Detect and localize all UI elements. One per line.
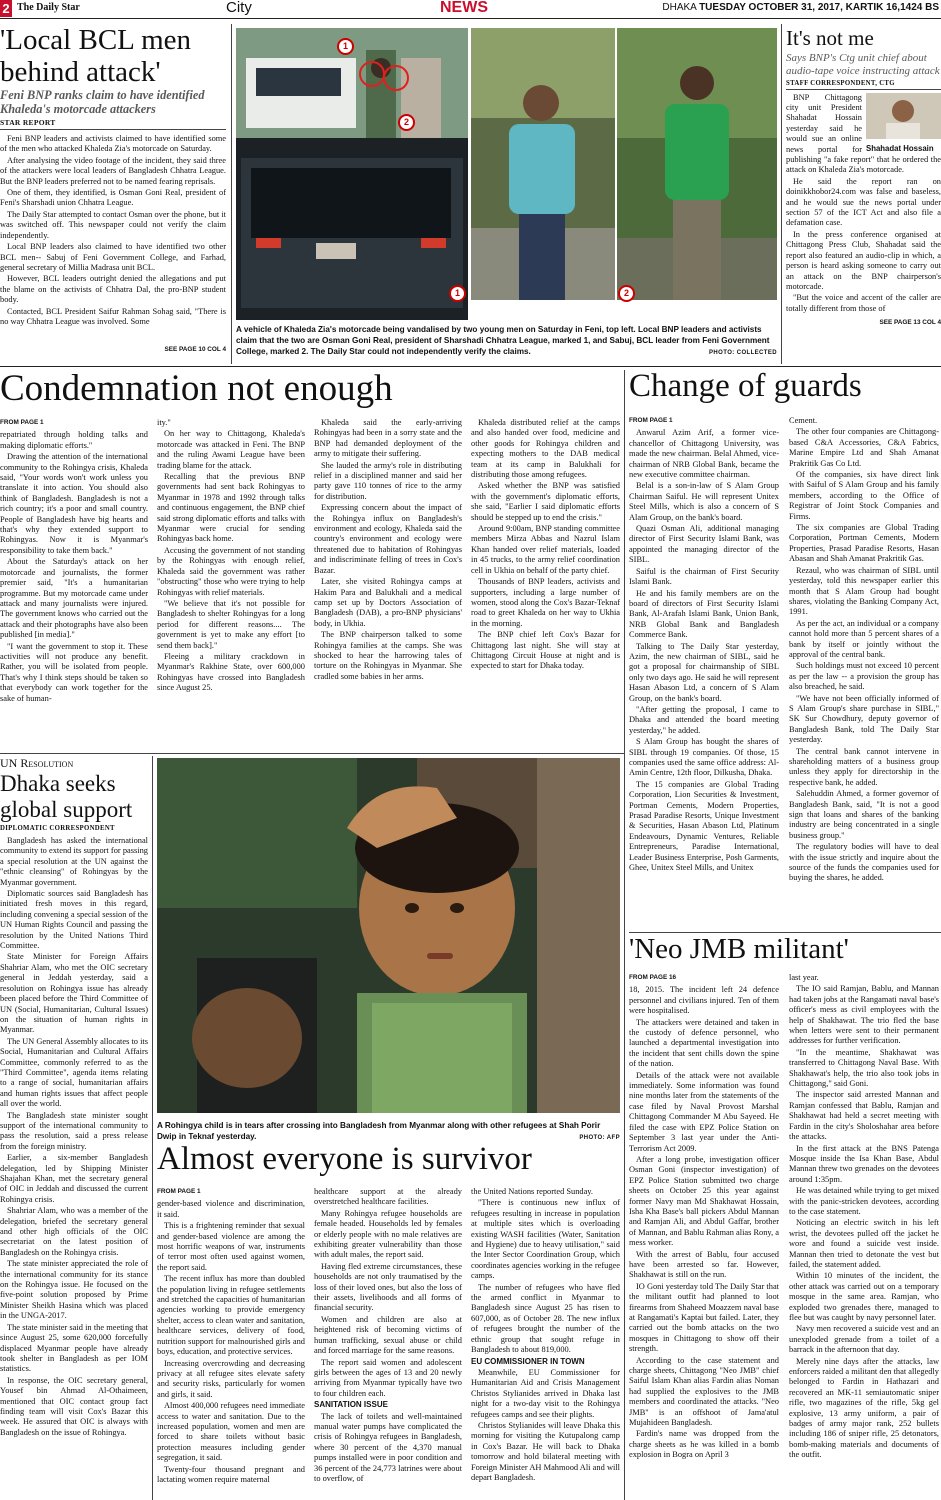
paragraph: He was detained while trying to get mixed with the panic-stricken devotees, according to the case statement. xyxy=(789,1186,939,1216)
from-page: FROM PAGE 1 xyxy=(157,1188,201,1195)
mugshot-photo xyxy=(866,93,941,139)
paragraph: "I want the government to stop it. These activities will not produce any benefit. Rather, you will be isolated from people. That's why I think steps should be taken so that everybody can work together for the sake of human- xyxy=(0,641,148,703)
paragraph: Of the companies, six have direct link with Saiful of S Alam Group and his family members, according to the Office of Registrar of Joint Stock Companies and Firms. xyxy=(789,470,939,521)
marker-1: 1 xyxy=(449,285,466,302)
paragraph: "There is continuous new influx of refugees resulting in increase in population at multiple sites which is overloading existing WASH facilities (Water, Sanitation and Hygiene) due to heavy utilisation," said the Inter Sector Coordination Group, which coordinates agencies working in the refugee camps. xyxy=(471,1198,620,1281)
paragraph: The lack of toilets and well-maintained manual water pumps have complicated the crisis of Rohingya refugees in Bangladesh, where 30 percent of the 4,370 manual pumps installed were in poor condition and 36 percent of the 24,773 latrines were about to overflow, of xyxy=(314,1411,462,1483)
caption-text: A Rohingya child is in tears after crossing into Bangladesh from Myanmar along with other refugees at Shah Porir Dwip in Teknaf yesterday. xyxy=(157,1121,601,1141)
paragraph: The attackers were detained and taken in the custody of defence personnel, who launched a departmental investigation into the incident that sent chills down the spine of the nation. xyxy=(629,1017,779,1069)
paragraph: Diplomatic sources said Bangladesh has initiated fresh moves in this regard, including convening a special session of the UN Human Rights Council and passing the resolution by the United Nations Third Committee. xyxy=(0,889,148,951)
child-photo-block xyxy=(157,758,620,1143)
paragraph: Accusing the government of not standing by the Rohingyas with enough relief, Khaleda said the government was rather "obstructing" those who were trying to help Rohingyas with relief materials. xyxy=(157,545,305,597)
paragraph: The state minister said in the meeting that since August 25, some 620,000 forcefully displaced Myanmar people have already took shelter in Bangladesh as per IOM statistics. xyxy=(0,1322,148,1374)
dateline-date: TUESDAY OCTOBER 31, 2017, KARTIK 16,1424 BS xyxy=(699,2,939,13)
child-photo-caption xyxy=(157,1120,620,1142)
paragraph: S Alam Group has bought the shares of SIBL through 19 companies. Of those, 15 companies used the same office address: Al-Amin Centre, 12th floor, Dilkusha, Dhaka. xyxy=(629,737,779,778)
paragraph: In the press conference organised at Chittagong Press Club, Shahadat said the report also featured an audio-clip in which, a person is heard asking someone to carry out an attack on the BNP chairperson's motorcade. xyxy=(786,229,941,291)
paragraph: He and his family members are on the board of directors of First Security Islami Bank, Al-Arafah Islami Bank, Union Bank, NRB Global Bank and Bangladesh Commerce Bank. xyxy=(629,588,779,640)
paragraph: She lauded the army's role in distributing relief in a disciplined manner and said her party gave 110 tonnes of rice to the army for distribution. xyxy=(314,460,462,501)
condemnation-col-1 xyxy=(0,418,148,748)
paragraph: "We believe that it's not possible for Bangladesh to shelter Rohingyas for a long period for different reasons.... The government is yet to make any effort [to send them back]." xyxy=(157,598,305,650)
paragraph: Shahriar Alam, who was a member of the delegation, briefed the secretary general and other high officials of the OIC secretariat on the latest position of Bangladesh on the Rohingya crisis. xyxy=(0,1206,148,1257)
paragraph: The BNP chairperson talked to some Rohingya families at the camps. She was shocked to hear the harrowing tales of torture on the Rohingyas in Myanmar. She cradled some babies in her arms. xyxy=(314,630,462,681)
paragraph: Drawing the attention of the international community to the Rohingya crisis, Khaleda said, "Your words won't work unless you translate it into action. You should also think of Bangladesh. Bangladesh is not a rich country; it's a poor and small country. People of Bangladesh have big hearts and that's why they extended support to Rohingyas. Now it is Myanmar's responsibility to take them back." xyxy=(0,452,148,555)
section-label: City xyxy=(226,0,252,16)
paragraph: Bangladesh has asked the international community to extend its support for passing a special resolution at the UN against the "ethnic cleansing" of Rohingyas by the Myanmar government. xyxy=(0,836,148,887)
dateline-city: DHAKA xyxy=(662,2,697,13)
paragraph: Asked whether the BNP was satisfied with the government's diplomatic efforts, she said, "Earlier I said diplomatic efforts should be stepped up to end the crisis." xyxy=(471,481,620,522)
paragraph: The regulatory bodies will have to deal with the issue strictly and inquire about the source of the funds the companies used for buying the shares, he added. xyxy=(789,842,939,883)
paragraph: Expressing concern about the impact of the Rohingya influx on Bangladesh's environment and ecology, Khaleda said the country's environment and ecology were threatened due to habitation of Rohingyas and indiscriminate felling of trees in Cox's Bazar. xyxy=(314,503,462,575)
paragraph: The state minister appreciated the role of the international community for its stance on the Rohingya issue. He focused on the five-point solution proposed by Prime Minister Sheikh Hasina which was placed in the UNGA-2017. xyxy=(0,1259,148,1321)
rohingya-child-photo xyxy=(157,758,620,1113)
marker-2: 2 xyxy=(398,114,415,131)
caption-text: A vehicle of Khaleda Zia's motorcade being vandalised by two young men on Saturday in Feni, top left. Local BNP leaders and activists claim that the two are Osman Goni Real, president of Sharshadi Chhatra League, marked 1, and Sabuj, BCL leader from Feni Government College, marked 2. The Daily Star could not independently verify the claims. xyxy=(236,325,770,356)
condemnation-col-2 xyxy=(157,418,305,748)
paragraph: In response, the OIC secretary general, Yousef bin Ahmad Al-Othaimeen, mentioned that OIC contact group fact finding team will visit Cox's Bazar this week. He assured that OIC is always with Bangladesh on the issue of Rohingya. xyxy=(0,1375,148,1437)
paragraph: The other four companies are Chittagong-based C&A Accessories, C&A Fabrics, Marine Empire Ltd and Shah Amanat Prakritik Gas Co Ltd. xyxy=(789,427,939,468)
paragraph: Christos Stylianides will leave Dhaka this morning for visiting the Kutupalong camp in Cox's Bazar. He will back to Dhaka tomorrow and hold bilateral meeting with Foreign Minister AH Mahmood Ali and will depart Bangladesh. xyxy=(471,1420,620,1482)
paragraph: IO Goni yesterday told The Daily Star that the militant outfit had planned to loot firearms from Shaheed Moazzem naval base at Rangamati's Kaptai but failed. Later, they carried out the bomb attacks on the two mosques in Chittagong to show off their strength. xyxy=(629,1281,779,1354)
bcl-headline: 'Local BCL men behind attack' xyxy=(0,24,191,88)
paragraph: Meanwhile, EU Commissioner for Humanitarian Aid and Crisis Management Christos Stylianides arrived in Dhaka last night for a two-day visit to the Rohingya refugees camps and see their plights. xyxy=(471,1367,620,1419)
paragraph: The report said women and adolescent girls between the ages of 13 and 20 newly arriving from Myanmar typically have two to four children each. xyxy=(314,1357,462,1398)
survivor-headline: Almost everyone is survivor xyxy=(157,1141,532,1177)
bcl-byline: STAR REPORT xyxy=(0,118,226,130)
photo-credit: PHOTO: AFP xyxy=(579,1135,620,1141)
bcl-jump: SEE PAGE 10 COL 4 xyxy=(164,346,226,354)
paragraph: Belal is a son-in-law of S Alam Group Chairman Saiful. He will represent Unitex Steel Mills, which is also a concern of S Alam Group, on the bank's board. xyxy=(629,481,779,522)
paragraph: Feni BNP leaders and activists claimed to have identified some of the men who attacked Khaleda Zia's motorcade on Saturday. xyxy=(0,134,226,154)
paragraph: Merely nine days after the attacks, law enforcers raided a militant den that allegedly belonged to Fardin in Hathazari and recovered an MK-11 semiautomatic sniper rifle, two magazines of the rifle, 5kg gel explosive, 13 army uniform, a pair of badges of army major rank, 252 bullets including 186 of sniper rifle, 25 detonators, bomb-making materials and documents of the outfit. xyxy=(789,1356,939,1460)
paragraph: ity." xyxy=(157,418,171,427)
paragraph: 18, 2015. The incident left 24 defence personnel and civilians injured. Ten of them were hospitalised. xyxy=(629,985,779,1016)
paragraph: Khaleda said the early-arriving Rohingyas had been in a sorry state and the BNP had demanded deployment of the army to mitigate their suffering. xyxy=(314,418,462,459)
column-rule xyxy=(781,24,782,364)
paragraph: Rezaul, who was chairman of SIBL until yesterday, told this newspaper earlier this month that S Alam Group had bought shares, violating the Banking Company Act, 1991. xyxy=(789,565,939,617)
survivor-col-2 xyxy=(314,1187,462,1500)
un-byline: DIPLOMATIC CORRESPONDENT xyxy=(0,825,115,832)
paragraph: With the arrest of Bablu, four accused have been arrested so far. However, Shakhawat is still on the run. xyxy=(629,1249,779,1280)
paragraph: Fardin's name was dropped from the charge sheets as he was killed in a bomb explosion in Bogra on April 3 xyxy=(629,1429,779,1460)
paragraph: After analysing the video footage of the incident, they said three of the attackers were local leaders of Bangladesh Chhatra League. But the BNP leaders preferred not to be named fearing reprisals. xyxy=(0,155,226,186)
bcl-story xyxy=(0,24,226,364)
notme-headline: It's not me xyxy=(786,26,874,50)
section-rule xyxy=(0,753,624,754)
paragraph: the United Nations reported Sunday. xyxy=(471,1187,594,1196)
bcl-body xyxy=(0,134,226,346)
guards-headline: Change of guards xyxy=(629,368,862,404)
paragraph: Anwarul Azim Arif, a former vice-chancellor of Chittagong University, was made the new chairman. Belal Ahmed, vice-chairman of NRB Global Bank, became the new executive committee chairman. xyxy=(629,428,779,480)
paragraph: Twenty-four thousand pregnant and lactating women require maternal xyxy=(157,1464,305,1484)
paragraph: The 15 companies are Global Trading Corporation, Lion Securities & Investment, Portman Cements, Modern Properties, Prasad Paradise Resorts, Unique Investment & Securities, Hasan Abason Ltd, Platinum Endeavours, Dynamic Ventures, Reliable Entrepreneurs, Paradise International, Leader Business Enterprise, Posh Garments, Ghee, Unitex Steel Mills, and Unitex xyxy=(629,779,779,873)
notme-deck: Says BNP's Ctg unit chief about audio-tape voice instructing attack xyxy=(786,52,940,77)
un-headline: Dhaka seeks global support xyxy=(0,771,133,822)
paragraph: According to the case statement and charge sheets, Chittagong "Neo JMB" chief Saiful Islam Khan alias Fardin alias Noman had supplied the explosives to the JMB members and coordinated the attacks. "Neo JMB" is an offshoot of Jama'atul Mujahideen Bangladesh. xyxy=(629,1355,779,1428)
jmb-story xyxy=(629,935,941,1500)
column-rule xyxy=(152,756,153,1500)
bcl-deck: Feni BNP ranks claim to have identified Khaleda's motorcade attackers xyxy=(0,88,205,116)
paragraph: The IO said Ramjan, Bablu, and Mannan had taken jobs at the Rangamati naval base's officer's mess as civil employees with the help of Shakhawat. The trio fled the base when letters were sent to their permanent addresses for further verification. xyxy=(789,984,939,1046)
paragraph: This is a frightening reminder that sexual and gender-based violence are among the most horrific weapons of war, instruments of terror most often used against women, the report said. xyxy=(157,1221,305,1272)
photo-credit: PHOTO: COLLECTED xyxy=(709,350,777,356)
paragraph: One of them, they identified, is Osman Goni Real, president of Feni's Sharshadi union Chhatra League. xyxy=(0,188,226,208)
paragraph: The BNP chief left Cox's Bazar for Chittagong last night. She will stay at Chittagong Circuit House at night and is expected to start for Dhaka today. xyxy=(471,630,620,671)
from-page: FROM PAGE 16 xyxy=(629,974,677,981)
paragraph: In the first attack at the BNS Patenga Mosque inside the Isa Khan Base, Abdul Mannan threw two grenades on the devotees around 1:35pm. xyxy=(789,1143,939,1184)
marker-1: 1 xyxy=(337,38,354,55)
column-rule xyxy=(624,370,625,1500)
survivor-col-1 xyxy=(157,1187,305,1500)
condemnation-story xyxy=(0,370,620,750)
paragraph: Quazi Osman Ali, additional managing director of First Security Islami Bank, was appointed the managing director of the SIBL. xyxy=(629,524,779,565)
paragraph: The inspector said arrested Mannan and Ramjan confessed that Bablu, Ramjan and Shakhawat had held a secret meeting with Fardin in the city's Sholoshahar area before the attacks. xyxy=(789,1090,939,1142)
paragraph: The UN General Assembly allocates to its Social, Humanitarian and Cultural Affairs Committee, commonly referred to as the "Third Committee", agenda items relating to a range of social, humanitarian affairs and human rights issues that affect people all over the world. xyxy=(0,1036,148,1109)
condemnation-col-3 xyxy=(314,418,462,748)
paragraph: State Minister for Foreign Affairs Shahriar Alam, who met the OIC secretary general in Jeddah yesterday, said a resolution on Rohingya issue has already been placed before the Third Committee of UN (Social, Humanitarian, Cultural Issues) on the situation of human rights in Myanmar. xyxy=(0,952,148,1035)
paragraph: Recalling that the previous BNP governments had sent back Rohingyas to Myanmar in 1978 and 1992 through talks and continuous engagement, the BNP chief said strong diplomatic efforts and talks with Myanmar were crucial for sending Rohingyas back home. xyxy=(157,472,305,544)
paragraph: Such holdings must not exceed 10 percent as per the law -- a provision the group has also breached, he said. xyxy=(789,661,939,692)
from-page: FROM PAGE 1 xyxy=(629,417,673,424)
jmb-col-2 xyxy=(789,973,939,1500)
suspect-2-photo xyxy=(617,28,777,300)
paragraph: Contacted, BCL President Saifur Rahman Sohag said, "There is no way Chhatra League was involved. Some xyxy=(0,306,226,326)
paragraph: Navy men recovered a suicide vest and an unexploded grenade from a toilet of a barrack in the afternoon that day. xyxy=(789,1324,939,1355)
page-number: 2 xyxy=(0,0,12,17)
paragraph: Salehuddin Ahmed, a former governor of Bangladesh Bank, said, "It is not a good sign that loans and shares of the banking industry are being concentrated in a single business group." xyxy=(789,789,939,840)
paragraph: About the Saturday's attack on her motorcade and journalists, the former premier said, "It's a humanitarian programme. But my motorcade came under attack and many journalists were injured. The government knows who carried out the attack and their photographs have also been published [in media]." xyxy=(0,557,148,640)
subhead-sanitation: SANITATION ISSUE xyxy=(314,1400,388,1410)
paragraph: As per the act, an individual or a company cannot hold more than 5 percent shares of a bank by itself or jointly without the approval of the central bank. xyxy=(789,618,939,659)
paragraph: "But the voice and accent of the caller are totally different from those of xyxy=(786,293,941,313)
mugshot-box xyxy=(866,93,941,153)
notme-byline: STAFF CORRESPONDENT, CTG xyxy=(786,80,941,90)
paragraph: Noticing an electric switch in his left wrist, the devotees pulled off the jacket he wore and found a suicide vest inside. Mannan then tried to detonate the vest but failed, the statement added. xyxy=(789,1218,939,1269)
paragraph: healthcare support at the already overstretched healthcare facilities. xyxy=(314,1187,462,1207)
news-label: NEWS xyxy=(440,0,488,16)
suspect-1-photo xyxy=(471,28,615,300)
survivor-story xyxy=(157,1143,620,1500)
paragraph: However, BCL leaders outright denied the allegations and put the blame on the activists of Chhatra Dal, the pro-BNP student body. xyxy=(0,274,226,305)
paragraph: Later, she visited Rohingya camps at Hakim Para and Balukhali and a medical camp set up by Doctors Association of Bangladesh (DAB), a pro-BNP physicians' body, in Ukhia. xyxy=(314,577,462,628)
from-page: FROM PAGE 1 xyxy=(0,419,44,426)
marker-2: 2 xyxy=(618,285,635,302)
section-rule xyxy=(0,366,941,367)
un-story xyxy=(0,756,148,1500)
condemnation-headline: Condemnation not enough xyxy=(0,368,393,409)
paragraph: repatriated through holding talks and making diplomatic efforts." xyxy=(0,430,148,450)
jmb-headline: 'Neo JMB militant' xyxy=(629,933,849,965)
paragraph: The Daily Star attempted to contact Osman over the phone, but it was switched off. This newspaper could not verify the claim independently. xyxy=(0,209,226,240)
top-photo-caption xyxy=(236,324,777,360)
paper-name: The Daily Star xyxy=(17,2,80,13)
notme-jump: SEE PAGE 13 COL 4 xyxy=(879,318,941,326)
paragraph: Earlier, a six-member Bangladesh delegation, led by Shipping Minister Shajahan Khan, met the secretary general of OIC in Jeddah and discussed the current Rohingya crisis. xyxy=(0,1153,148,1204)
paragraph: Increasing overcrowding and decreasing privacy at all refugee sites elevate safety and security risks, particularly for women and girls, it said. xyxy=(157,1358,305,1399)
paragraph: The central bank cannot intervene in shareholding matters of a business group unless they apply for directorship in the respective bank, he added. xyxy=(789,746,939,787)
notme-story xyxy=(786,28,941,364)
condemnation-col-4 xyxy=(471,418,620,748)
paragraph: gender-based violence and discrimination, it said. xyxy=(157,1199,305,1219)
paragraph: "In the meantime, Shakhawat was transferred to Chittagong Naval Base. With Shakhawat's help, the trio also took jobs in Chittagong," said Goni. xyxy=(789,1047,939,1089)
paragraph: "We have not been officially informed of S Alam Group's share purchase in SIBL," SK Sur Chowdhury, deputy governor of Bangladesh Bank, told The Daily Star yesterday. xyxy=(789,693,939,745)
dateline xyxy=(662,2,939,13)
mugshot-caption: Shahadat Hossain xyxy=(866,143,934,153)
jmb-col-1 xyxy=(629,973,779,1500)
paragraph: Around 9:00am, BNP standing committee members Mirza Abbas and Nazrul Islam Khan handed over relief materials, loaded in 45 trucks, to the army relief coordination cell in Ukhia on behalf of the party chief. xyxy=(471,524,620,575)
paragraph: Talking to The Daily Star yesterday, Azim, the new chairman of SIBL, said he got a proposal for chairmanship of SIBL only two days ago. He said he will represent Hasan Abason Ltd, a concern of S Alam Group, on the bank's board. xyxy=(629,641,779,703)
paragraph: The number of refugees who have fled the armed conflict in Myanmar to Bangladesh since August 25 has risen to 607,000, as of October 28. The new influx of refugees brought the number of the ethnic group that sought refuge in Bangladesh to about 819,000. xyxy=(471,1282,620,1355)
paragraph: BNP Chittagong city unit President Shahadat Hossain yesterday said he would sue an online news portal for publishing "a fake report" that he ordered the attack on Khaleda Zia's motorcade. xyxy=(786,92,941,175)
guards-col-1 xyxy=(629,416,779,928)
paragraph: Cement. xyxy=(789,416,818,425)
guards-col-2 xyxy=(789,416,939,928)
un-body xyxy=(0,836,148,1496)
paragraph: The recent influx has more than doubled the population living in refugee settlements and stretched the capacities of humanitarian agencies working to provide emergency shelter, access to clean water and sanitation, healthcare services, delivery of food, nutrition support for malnourished girls and boys, education, and protective services. xyxy=(157,1274,305,1357)
paragraph: Saiful is the chairman of First Security Islami Bank. xyxy=(629,566,779,587)
paragraph: Women and children are also at heightened risk of becoming victims of human trafficking, sexual abuse or child and forced marriage for the same reasons. xyxy=(314,1314,462,1356)
paragraph: Almost 400,000 refugees need immediate access to water and sanitation. Due to the increased population, women and men are forced to share toilets without basic protection measures including gender segregation, it said. xyxy=(157,1401,305,1463)
top-photo-collage xyxy=(236,28,777,320)
paragraph: Thousands of BNP leaders, activists and supporters, including a large number of women, stood along the Cox's Bazar-Teknaf road to greet Khaleda on her way to Ukhia in the morning. xyxy=(471,577,620,628)
paragraph: On her way to Chittagong, Khaleda's motorcade was attacked in Feni. The BNP and the ruling Awami League have been trading blame for the attack. xyxy=(157,429,305,470)
motorcade-photo xyxy=(236,28,468,320)
paragraph: The Bangladesh state minister sought support of the international community to pass the resolution, said a press release from the foreign ministry. xyxy=(0,1110,148,1151)
masthead xyxy=(0,0,941,19)
paragraph: Khaleda distributed relief at the camps and also handed over food, medicine and other goods for Rohingya children and expecting mothers to the DAB medical team at its camp in Balukhali for distributing those among refugees. xyxy=(471,418,620,480)
paragraph: Fleeing a military crackdown in Myanmar's Rakhine State, over 600,000 Rohingyas have crossed into Bangladesh since August 25. xyxy=(157,651,305,693)
paragraph: He said the report ran on doinikkhobor24.com was false and baseless, and he would sue the news portal under section 57 of the ICT Act and also file a defamation case. xyxy=(786,176,941,228)
guards-story xyxy=(629,370,941,930)
column-rule xyxy=(231,24,232,364)
un-kicker: UN Resolution xyxy=(0,756,74,770)
paragraph: last year. xyxy=(789,973,819,982)
paragraph: "After getting the proposal, I came to Dhaka and attended the board meeting yesterday," he added. xyxy=(629,704,779,735)
paragraph: After a long probe, investigation officer Osman Goni (inspector investigation) of EPZ Police Station submitted two charge sheets on October 25 this year against former Navy man Md Shakhawat Hossain, Isha Kha Base's ball pickers Abdul Mannan and Ramjan Ali, and Abdul Gaffar, brother of Mannan, and Bablu Rahman alias Rony, a mess worker. xyxy=(629,1154,779,1248)
survivor-col-3 xyxy=(471,1187,620,1500)
paragraph: Details of the attack were not available immediately. Some information was found nine months later from the statements of the case filed by Naval Provost Marshal Chittagong Commander M Abu Sayeed. He filed the case with EPZ Police Station on September 3 last year under the Anti-Terrorism Act 2009. xyxy=(629,1070,779,1153)
paragraph: Having fled extreme circumstances, these households are not only traumatised by the loss of their loved ones, but also the loss of their assets, livelihoods and all forms of financial security. xyxy=(314,1261,462,1313)
subhead-eu-commissioner: EU COMMISSIONER IN TOWN xyxy=(471,1356,585,1366)
paragraph: Local BNP leaders also claimed to have identified two other BCL men-- Sabuj of Feni Government College, and Farhad, general secretary of Millia Madrasa unit BCL. xyxy=(0,242,226,272)
paragraph: Within 10 minutes of the incident, the other attack was carried out on a temporary mosque in the same area. Ramjan, who exploded two grenades there, managed to flee but was caught by navy personnel later. xyxy=(789,1271,939,1322)
paragraph: Many Rohingya refugee households are female headed. Households led by females or elderly people with no male relatives are exhibiting greater vulnerability than those with adult males, the report said. xyxy=(314,1208,462,1260)
paragraph: The six companies are Global Trading Corporation, Portman Cements, Modern Properties, Prasad Paradise Resorts, Hasan Abasan and Shah Amanat Prakritik Gas. xyxy=(789,523,939,564)
